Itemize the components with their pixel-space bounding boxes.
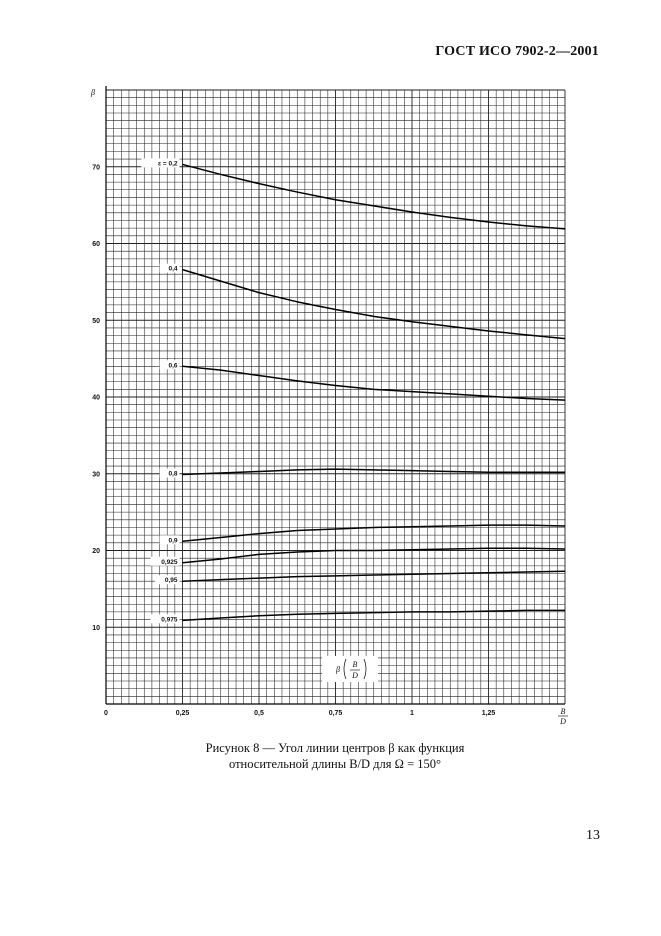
series-label: 0,95: [164, 577, 178, 585]
figure-caption: [150, 740, 520, 772]
x-tick-label: 0,25: [175, 710, 190, 717]
series-label: 0,8: [168, 470, 178, 478]
x-tick-label: 0,75: [328, 710, 343, 717]
document-header: ГОСТ ИСО 7902-2—2001: [435, 44, 599, 59]
y-axis-title: β: [91, 88, 95, 97]
y-tick-label: 20: [92, 548, 100, 555]
series-label: 0,925: [161, 558, 178, 566]
y-tick-label: 70: [92, 164, 100, 172]
caption-line-1: Рисунок 8 — Угол линии центров β как функция: [205, 741, 465, 755]
series-label: 0,6: [168, 362, 178, 370]
series-label: 0,9: [168, 537, 178, 545]
y-tick-label: 50: [92, 317, 100, 325]
series-label: 0,4: [168, 265, 178, 273]
y-tick-label: 10: [92, 624, 100, 632]
series-label: ε = 0,2: [157, 160, 178, 168]
x-tick-label: 0,5: [254, 710, 264, 717]
x-tick-label: 1: [410, 710, 414, 717]
y-tick-label: 60: [92, 241, 100, 248]
x-tick-label: 1,25: [481, 710, 496, 717]
annotation-background: [322, 656, 378, 682]
series-label: 0,975: [161, 616, 178, 624]
x-tick-label: 0: [104, 710, 108, 717]
caption-line-2: относительной длины B/D для Ω = 150°: [228, 757, 441, 771]
annotation-numerator: B: [352, 660, 358, 669]
x-axis-title-denominator: D: [560, 717, 566, 726]
y-tick-label: 40: [92, 394, 100, 402]
x-axis-title-numerator: B: [560, 707, 566, 716]
annotation-symbol: β: [336, 665, 340, 674]
annotation-denominator: D: [352, 671, 358, 680]
y-tick-label: 30: [92, 471, 100, 479]
page-number: 13: [586, 828, 600, 843]
